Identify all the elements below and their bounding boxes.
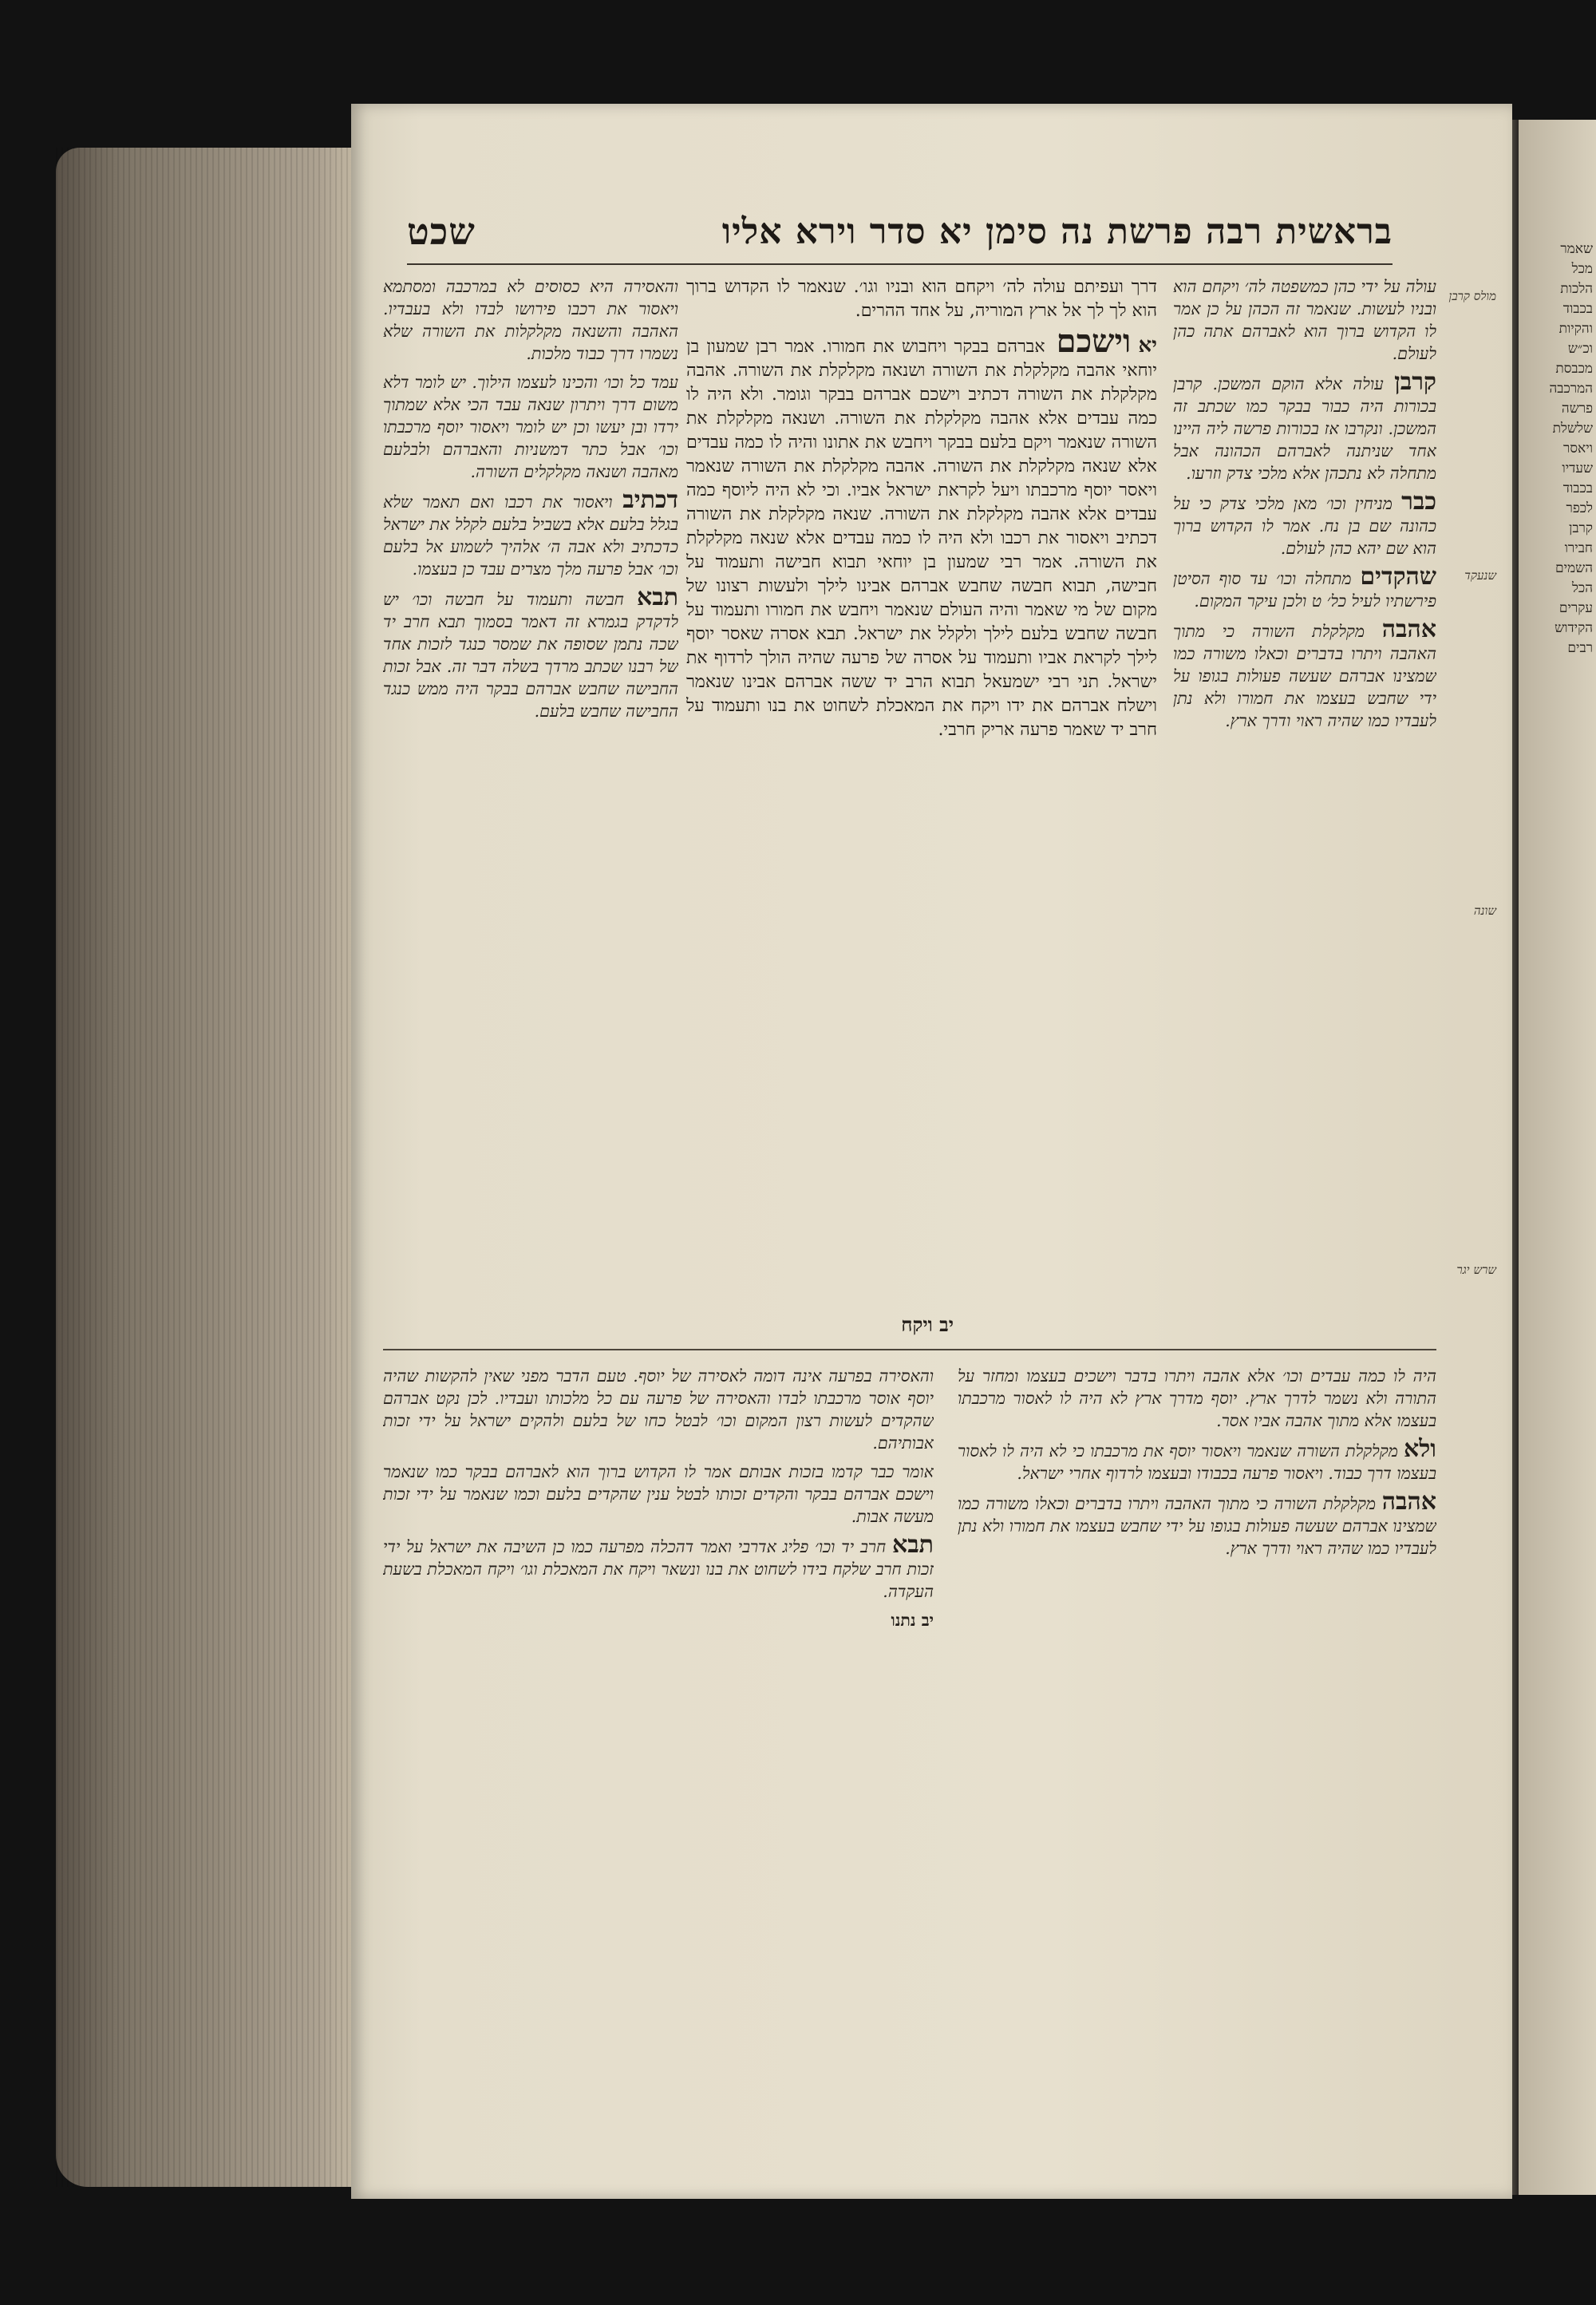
commentary-footer: יב נתנו [891, 1611, 934, 1630]
book-page [351, 104, 1512, 2199]
margin-note: מולס קרבן [1448, 289, 1496, 303]
commentary-text: מקלקלת השורה שנאמר ויאסור יוסף את מרכבתו כי לא היה לו לאסור בעצמו דרך כבוד. ויאסור פרעה בכבודו ובעצמו לרדוף אחרי ישראל. [958, 1441, 1436, 1483]
commentary-text: אומר כבר קדמו בזכות אבותם אמר לו הקדוש ברוך הוא לאברהם בבקר כמו שנאמר וישכם אברהם בבקר והקדים זכותו לבטל ענין שהקדים בלעם וכמו שנאמר על ידי זכות מעשה אבות. [383, 1462, 934, 1526]
commentary-text: עולה על ידי כהן כמשפטה לה׳ ויקחם הוא ובניו לעשות. שנאמר זה הכהן על כן אמר לו הקדוש ברוך הוא לאברהם אתה כהן לעולם. [1173, 277, 1436, 363]
section-number: יא [1138, 334, 1157, 358]
book-page-edges [56, 148, 367, 2187]
running-header [407, 208, 1393, 255]
commentary-left-column [383, 275, 678, 1337]
commentary-text: והאסירה בפרעה אינה דומה לאסירה של יוסף. טעם הדבר מפני שאין להקשות שהיה יוסף אוסר מרכבתו לבדו והאסירה של פרעה עם כל מלכותו ועבדיו. לכן נקט אברהם שהקדים לעשות רצון המקום וכו׳ לבטל כחו של בלעם ולהקים ישראל על ידי זכות אבותיהם. [383, 1366, 934, 1453]
commentary-text: היה לו כמה עבדים וכו׳ אלא אהבה ויתרו בדבר וישכים בעצמו ומחזר על התורה ולא נשמר לדרך ארץ. יוסף מדרך ארץ לא היה לו לאסור מרכבתו בעצמו אלא מתוך אהבה אביו אסר. [958, 1366, 1436, 1430]
commentary-text: חרב יד וכו׳ פליג אדרבי ואמר דהכלה מפרעה כמו כן השיבה את ישראל על ידי זכות חרב שלקח בידו לשחוט את בנו ונשאר ויקח את המאכלת וגו׳ ויקח המאכלת בשעת העקדה. [383, 1537, 934, 1601]
commentary-text: מניחין וכו׳ מאן מלכי צדק כי על כהונה שם בן נח. אמר לו הקדוש ברוך הוא שם יהא כהן לעולם. [1173, 494, 1436, 558]
facing-page-fragment [1519, 120, 1596, 2195]
commentary-text: מקלקלת השורה כי מתוך האהבה ויתרו בדברים וכאלו משורה כמו שמצינו אברהם שעשה פעולות בגופו על ידי שחבש בעצמו את חמורו ולא נתן לעבדיו כמו שהיה ראוי ודרך ארץ. [1173, 622, 1436, 730]
commentary-text: מקלקלת השורה כי מתוך האהבה ויתרו בדברים וכאלו משורה כמו שמצינו אברהם שעשה פעולות בגופו על ידי שחבש בעצמו את חמורו ולא נתן לעבדיו כמו שהיה ראוי ודרך ארץ. [958, 1494, 1436, 1558]
commentary-text: עולה אלא הוקם המשכן. קרבן בכורות היה כבור בבקר כמו שכתב זה המשכן. ונקרבו אז בכורות פרשה ליה היינו אחד שניתנה לאברהם הכהונה אבל מתחלה לא נתכהן אלא מלכי צדק וזרעו. [1173, 374, 1436, 483]
commentary-lemma: קרבן [1394, 368, 1436, 396]
commentary-right-column [1173, 275, 1436, 1361]
commentary-lower-left [383, 1365, 934, 2203]
commentary-lemma: תבא [636, 583, 678, 611]
commentary-lemma: דכתיב [622, 486, 678, 514]
commentary-text: עמד כל וכו׳ והכינו לעצמו הילוך. יש לומר דלא משום דרך ויתרון שנאה עבד הכי אלא שמתוך ירדו ובן יעשו וכן יש לומר ויאסור יוסף מרכבתו וכו׳ אבל כתר דמשניות והאברהם ולבלעם מאהבה ושנאה מקלקלים השורה. [383, 373, 678, 481]
commentary-text: ויאסור את רכבו ואם תאמר שלא בגלל בלעם אלא בשביל בלעם לקלל את ישראל כדכתיב ולא אבה ה׳ אלהיך לשמוע אל בלעם וכו׳ אבל פרעה מלך מצרים עבד כן בעצמו. [383, 492, 678, 579]
commentary-text: מתחלה וכו׳ עד סוף הסיטן פירשתיו לעיל כל׳ ט ולכן עיקר המקום. [1173, 569, 1436, 611]
margin-note: שנעקד [1464, 568, 1496, 583]
commentary-lemma: תבא [891, 1531, 934, 1559]
midrash-main-column [686, 275, 1157, 1297]
midrash-body: אברהם בבקר ויחבוש את חמורו. אמר רבן שמעון בן יוחאי אהבה מקלקלת את השורה ושנאה מקלקלת את השורה. אהבה מקלקלת את השורה דכתיב וישכם אברהם בבקר וגומר. ולא היה לו כמה עבדים אלא אהבה מקלקלת את השורה. ושנאה מקלקלת את השורה שנאמר ויקם בלעם בבקר ויחבש את אתונו והיה לו כמה עבדים אלא שנאה מקלקלת את השורה. אהבה מקלקלת את השורה שנאמר ויאסר יוסף מרכבתו ויעל לקראת ישראל אביו. וכי לא היה ליוסף כמה עבדים אלא אהבה מקלקלת את השורה. שנאה מקלקלת את השורה דכתיב ויאסור את רכבו ולא היה לו כמה עבדים אלא שנאה מקלקלת את השורה. אמר רבי שמעון בן יוחאי תבוא חבישה ותעמוד על חבישה, תבוא חבשה שחבש אברהם אבינו לילך ולעשות רצונו של מקום של מי שאמר והיה העולם שנאמר ויחבש את חמורו ותעמוד על חבשה שחבש בלעם לילך ולקלל את ישראל. תבא אסרה שאסר יוסף לילך לקראת אביו ותעמוד על אסרה של פרעה שהיה הולך לרדוף את ישראל. תני רבי ישמעאל תבוא הרב יד ששה אברהם אבינו שנאמר וישלח אברהם את ידו ויקח את המאכלת לשחוט את בנו ותעמוד על חרב יד שאמר פרעה אריק חרבי. [686, 337, 1157, 740]
midrash-intro: דרך ועפיתם עולה לה׳ ויקחם הוא ובניו וגו׳. שנאמר לו הקדוש ברוך הוא לך לך אל ארץ המוריה, על אחד ההרים. [686, 277, 1157, 321]
section-opening-word: וישכם [1056, 322, 1132, 360]
commentary-text: חבשה ותעמוד על חבשה וכו׳ יש לדקדק בגמרא זה דאמר בסמוך תבא חרב יד שכה נתמן שסופה את שמסר כנגד לזכות אחד של רבנו שכתב מרדך בשלה דבר זה. אבל זכות החבישה שחבש אברהם בבקר היה ממש כנגד החבישה שחבש בלעם. [383, 590, 678, 721]
commentary-text: והאסירה היא כסוסים לא במרכבה ומסתמא ויאסור את רכבו פירושו לבדו ולא בעבדיו. האהבה והשנאה מקלקלות את השורה שלא נשמרו דרך כבוד מלכות. [383, 277, 678, 363]
margin-note: שרש יגר [1456, 1263, 1496, 1277]
commentary-lemma: אהבה [1381, 1488, 1436, 1516]
midrash-next-section: יב ויקח [901, 1313, 954, 1336]
header-title: בראשית רבה פרשת נה סימן יא סדר וירא אליו [721, 211, 1393, 252]
commentary-lemma: אהבה [1381, 615, 1436, 643]
commentary-lemma: ולא [1404, 1435, 1436, 1463]
margin-note: שונה [1473, 903, 1496, 918]
facing-page-text: שאמר מכל הלכות בכבוד והקיות וכ״ש מכבסת המרכבה פרשה שלשלת ויאסר שעדיו בכבוד לכפר קרבן חבירו השמים הכל עקרים הקידוש רבים [1549, 241, 1593, 656]
header-rule [407, 263, 1393, 265]
folio-number: שכט [407, 210, 476, 253]
section-separator [383, 1349, 1436, 1350]
commentary-lower-right [958, 1365, 1436, 2203]
commentary-lemma: כבר [1401, 488, 1436, 516]
commentary-lemma: שהקדים [1360, 563, 1436, 591]
